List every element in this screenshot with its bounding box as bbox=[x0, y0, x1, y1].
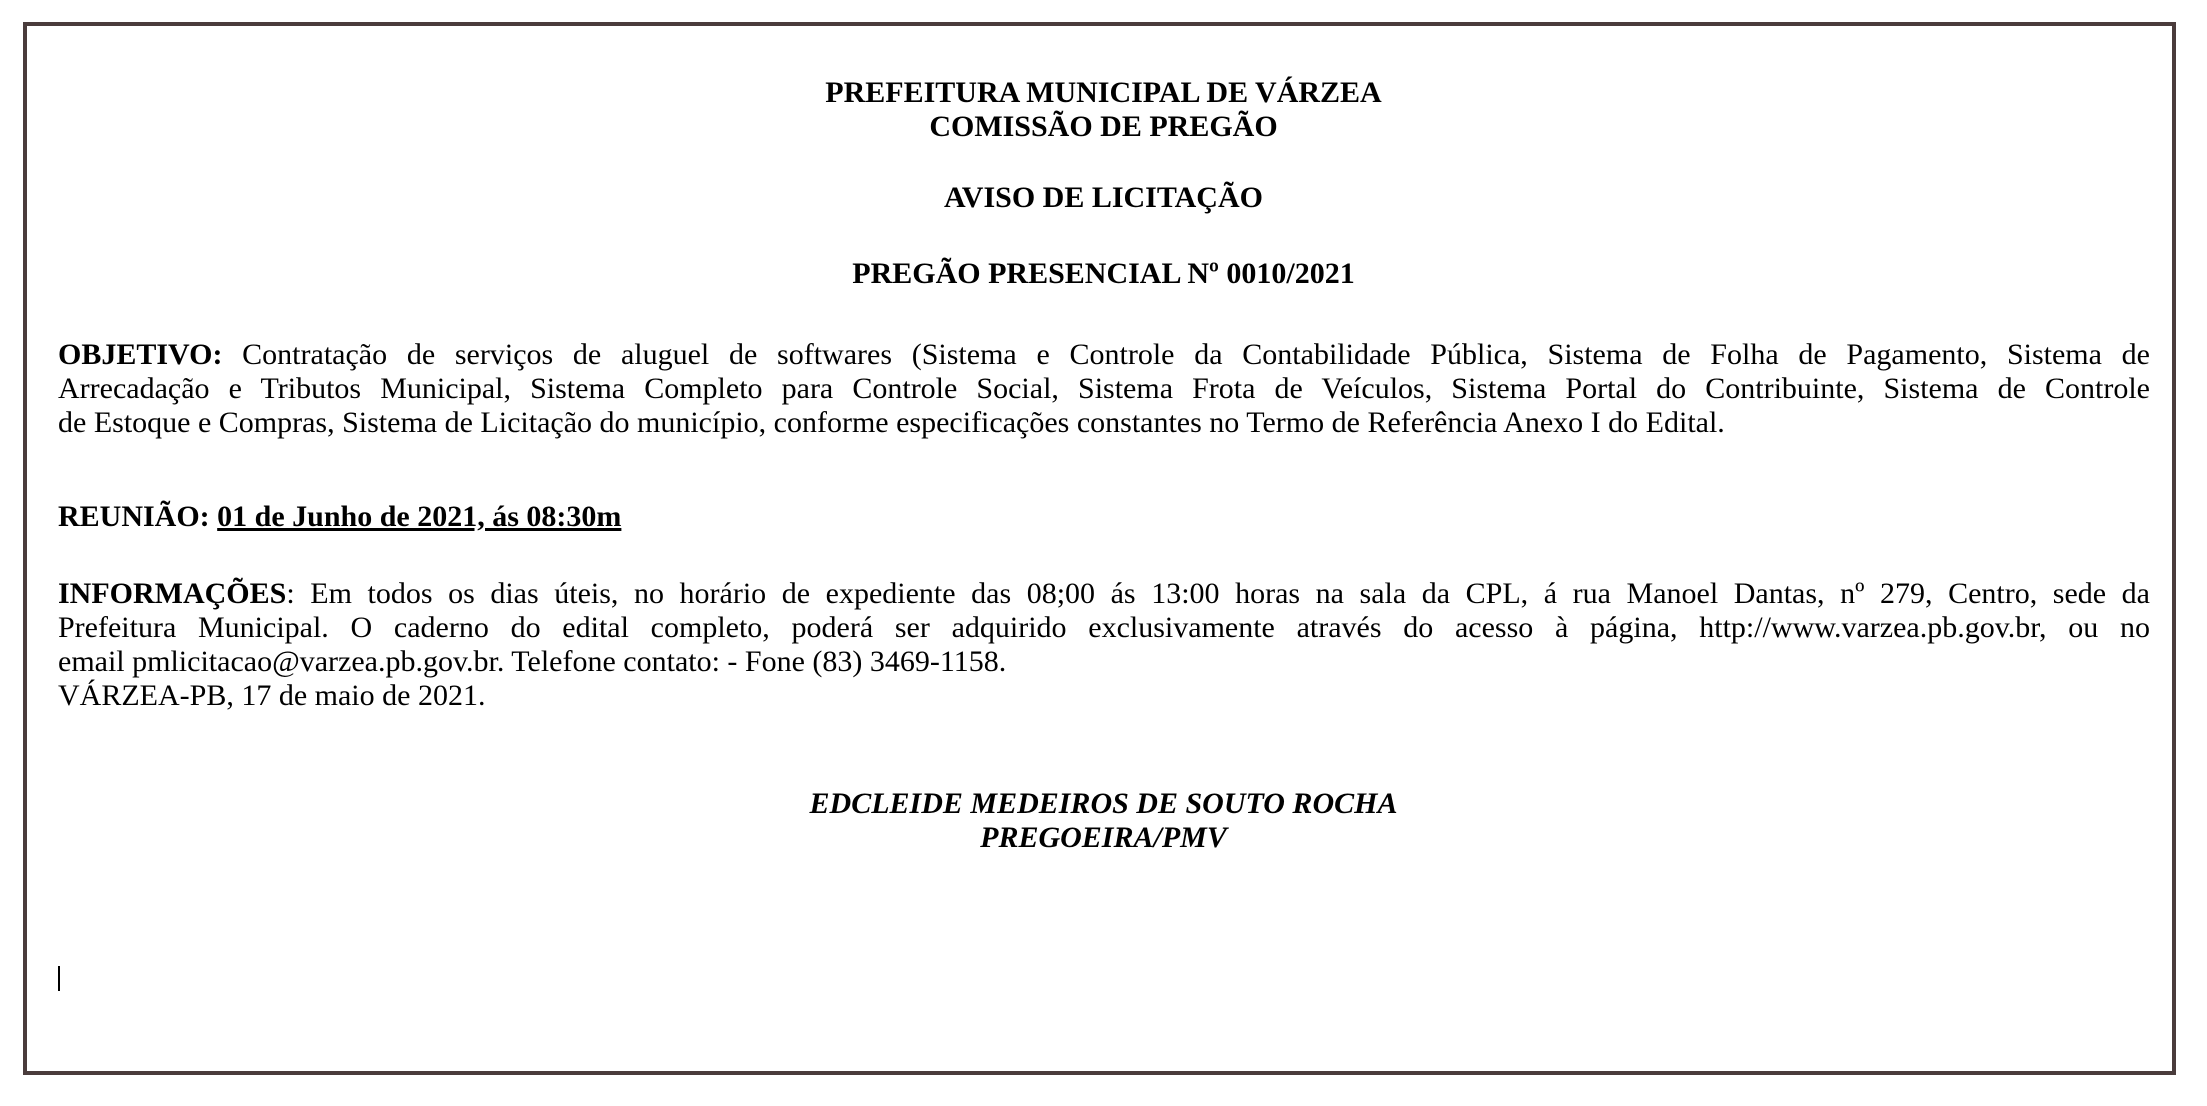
signatory-name: EDCLEIDE MEDEIROS DE SOUTO ROCHA bbox=[809, 787, 1398, 820]
objective-paragraph bbox=[58, 338, 2150, 440]
place-and-date: VÁRZEA-PB, 17 de maio de 2021. bbox=[58, 679, 486, 712]
information-line-2: Prefeitura Municipal. O caderno do edital completo, poderá ser adquirido exclusivamente através do acesso à página, http://www.varzea.pb.gov.br, ou no bbox=[58, 611, 2150, 644]
information-line-1 bbox=[58, 577, 2150, 611]
objective-line-3: de Estoque e Compras, Sistema de Licitação do município, conforme especificações constantes no Termo de Referência Anexo I do Edital. bbox=[58, 406, 1725, 439]
information-label: INFORMAÇÕES bbox=[58, 577, 287, 610]
process-title: PREGÃO PRESENCIAL Nº 0010/2021 bbox=[852, 257, 1355, 290]
org-name: PREFEITURA MUNICIPAL DE VÁRZEA bbox=[825, 76, 1382, 109]
objective-line-1 bbox=[58, 338, 2150, 372]
header-block bbox=[0, 76, 2207, 144]
signature-block bbox=[0, 787, 2207, 855]
commission-name: COMISSÃO DE PREGÃO bbox=[929, 110, 1278, 143]
signatory-role: PREGOEIRA/PMV bbox=[980, 821, 1227, 854]
objective-label: OBJETIVO: bbox=[58, 338, 223, 371]
information-line-3: email pmlicitacao@varzea.pb.gov.br. Telefone contato: - Fone (83) 3469-1158. bbox=[58, 645, 1007, 678]
meeting-line bbox=[58, 500, 2150, 534]
information-text-1: : Em todos os dias úteis, no horário de expediente das 08;00 ás 13:00 horas na sala da CPL, á rua Manoel Dantas, nº 279, Centro, sede da bbox=[286, 577, 2150, 610]
document-frame bbox=[23, 22, 2176, 1075]
information-paragraph bbox=[58, 577, 2150, 713]
meeting-date: 01 de Junho de 2021, ás 08:30m bbox=[217, 500, 622, 533]
notice-title: AVISO DE LICITAÇÃO bbox=[944, 181, 1263, 214]
objective-text-1: Contratação de serviços de aluguel de softwares (Sistema e Controle da Contabilidade Pública, Sistema de Folha de Pagamento, Sistema de bbox=[222, 338, 2150, 371]
objective-line-2: Arrecadação e Tributos Municipal, Sistema Completo para Controle Social, Sistema Frota de Veículos, Sistema Portal do Contribuinte, Sistema de Controle bbox=[58, 372, 2150, 405]
text-cursor bbox=[58, 966, 60, 991]
meeting-label: REUNIÃO: bbox=[58, 500, 218, 533]
